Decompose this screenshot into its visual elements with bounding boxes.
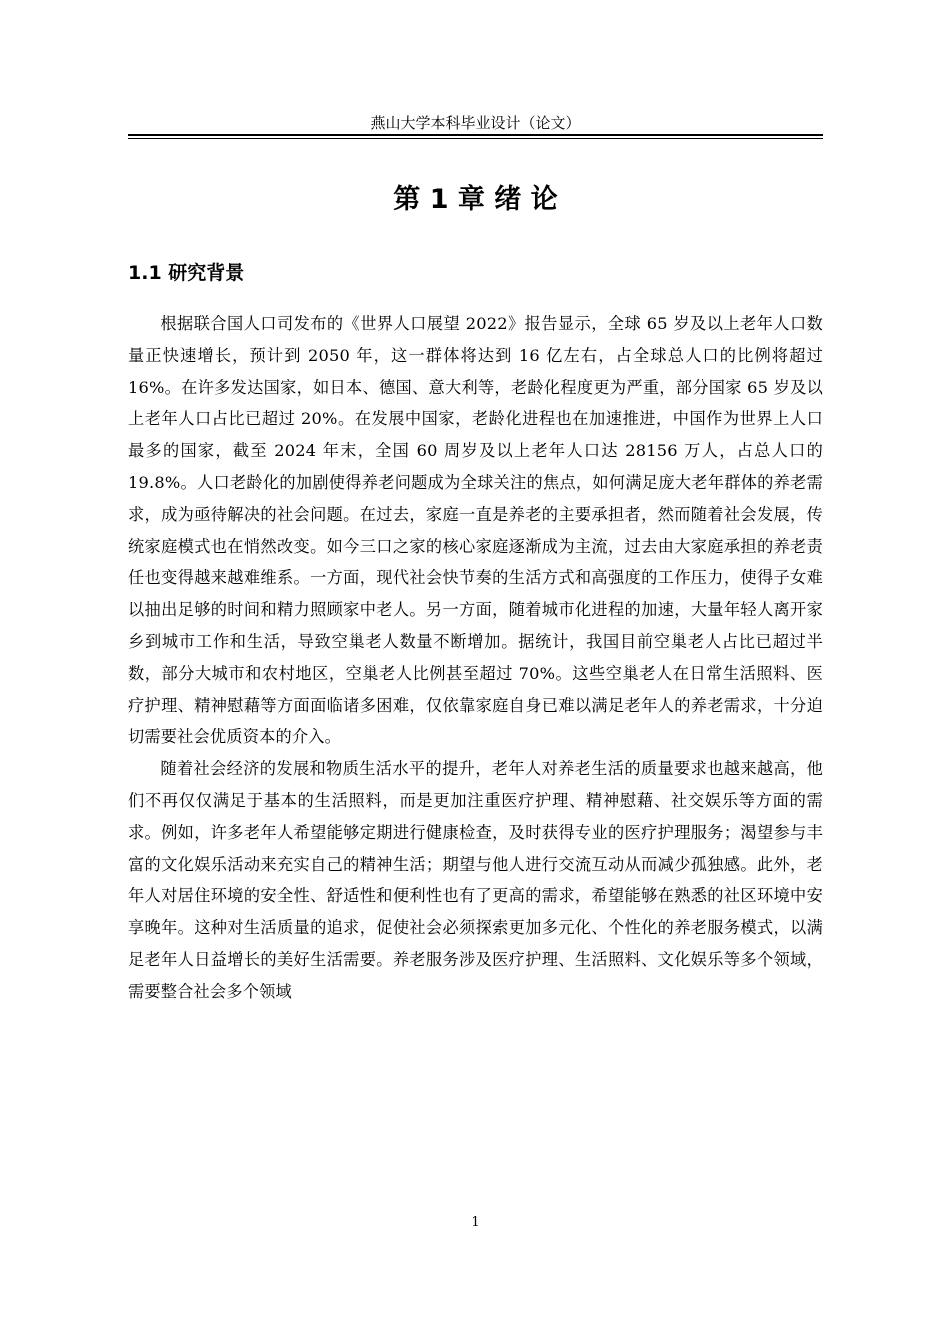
body-text bbox=[128, 308, 823, 1008]
header-rule bbox=[128, 134, 823, 139]
paragraph: 随着社会经济的发展和物质生活水平的提升，老年人对养老生活的质量要求也越来越高，他们不再仅仅满足于基本的生活照料，而是更加注重医疗护理、精神慰藉、社交娱乐等方面的需求。例如，许多老年人希望能够定期进行健康检查，及时获得专业的医疗护理服务；渴望参与丰富的文化娱乐活动来充实自己的精神生活；期望与他人进行交流互动从而减少孤独感。此外，老年人对居住环境的安全性、舒适性和便利性也有了更高的需求，希望能够在熟悉的社区环境中安享晚年。这种对生活质量的追求，促使社会必须探索更加多元化、个性化的养老服务模式，以满足老年人日益增长的美好生活需要。养老服务涉及医疗护理、生活照料、文化娱乐等多个领域，需要整合社会多个领域 bbox=[128, 759, 823, 1001]
page-number: 1 bbox=[471, 1215, 480, 1230]
section-title: 1.1 研究背景 bbox=[128, 262, 245, 284]
paragraph: 根据联合国人口司发布的《世界人口展望 2022》报告显示，全球 65 岁及以上老年人口数量正快速增长，预计到 2050 年，这一群体将达到 16 亿左右，占全球总人口的比例将超过 16%。在许多发达国家，如日本、德国、意大利等，老龄化程度更为严重，部分国家 65 岁及以上老年人口占比已超过 20%。在发展中国家，老龄化进程也在加速推进，中国作为世界上人口最多的国家，截至 2024 年末，全国 60 周岁及以上老年人口达 28156 万人，占总人口的 19.8%。人口老龄化的加剧使得养老问题成为全球关注的焦点，如何满足庞大老年群体的养老需求，成为亟待解决的社会问题。在过去，家庭一直是养老的主要承担者，然而随着社会发展，传统家庭模式也在悄然改变。如今三口之家的核心家庭逐渐成为主流，过去由大家庭承担的养老责任也变得越来越难维系。一方面，现代社会快节奏的生活方式和高强度的工作压力，使得子女难以抽出足够的时间和精力照顾家中老人。另一方面，随着城市化进程的加速，大量年轻人离开家乡到城市工作和生活，导致空巢老人数量不断增加。据统计，我国目前空巢老人占比已超过半数，部分大城市和农村地区，空巢老人比例甚至超过 70%。这些空巢老人在日常生活照料、医疗护理、精神慰藉等方面面临诸多困难，仅依靠家庭自身已难以满足老年人的养老需求，十分迫切需要社会优质资本的介入。 bbox=[128, 314, 823, 747]
chapter-title: 第 1 章 绪 论 bbox=[393, 184, 558, 215]
running-header: 燕山大学本科毕业设计（论文） bbox=[370, 114, 581, 132]
